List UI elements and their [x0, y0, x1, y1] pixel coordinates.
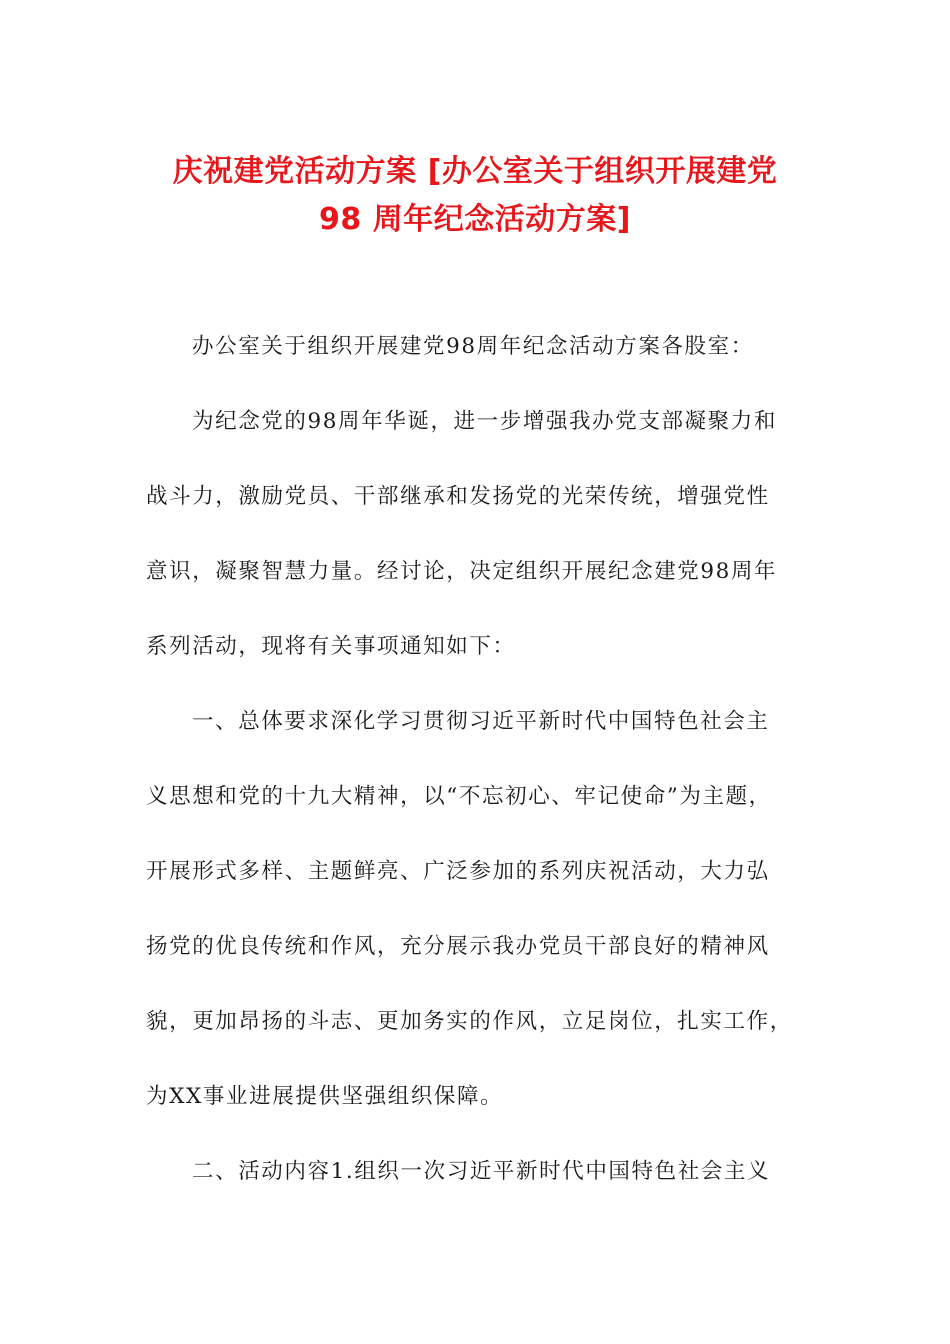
body-line-para2-5: 貌，更加昂扬的斗志、更加务实的作风，立足岗位，扎实工作， [146, 1009, 793, 1034]
body-line-para1-3: 意识，凝聚智慧力量。经讨论，决定组织开展纪念建党98周年 [146, 559, 778, 584]
body-line-para1-2: 战斗力，激励党员、干部继承和发扬党的光荣传统，增强党性 [146, 484, 770, 509]
body-line-para3-1: 二、活动内容1.组织一次习近平新时代中国特色社会主义 [192, 1159, 771, 1184]
body-line-para2-6: 为XX事业进展提供坚强组织保障。 [146, 1084, 504, 1109]
body-line-para2-2: 义思想和党的十九大精神，以“不忘初心、牢记使命”为主题， [146, 784, 772, 809]
body-line-para2-1: 一、总体要求深化学习贯彻习近平新时代中国特色社会主 [192, 709, 770, 734]
title-line-2: 98 周年纪念活动方案] [319, 202, 631, 237]
body-line-para1-1: 为纪念党的98周年华诞，进一步增强我办党支部凝聚力和 [192, 409, 777, 434]
body-line-para2-3: 开展形式多样、主题鲜亮、广泛参加的系列庆祝活动，大力弘 [146, 859, 770, 884]
title-line-1: 庆祝建党活动方案 [办公室关于组织开展建党 [172, 154, 778, 189]
body-line-addressee: 办公室关于组织开展建党98周年纪念活动方案各股室： [192, 334, 754, 359]
document-title [100, 148, 850, 244]
body-line-para2-4: 扬党的优良传统和作风，充分展示我办党员干部良好的精神风 [146, 934, 770, 959]
body-line-para1-4: 系列活动，现将有关事项通知如下： [146, 634, 516, 659]
